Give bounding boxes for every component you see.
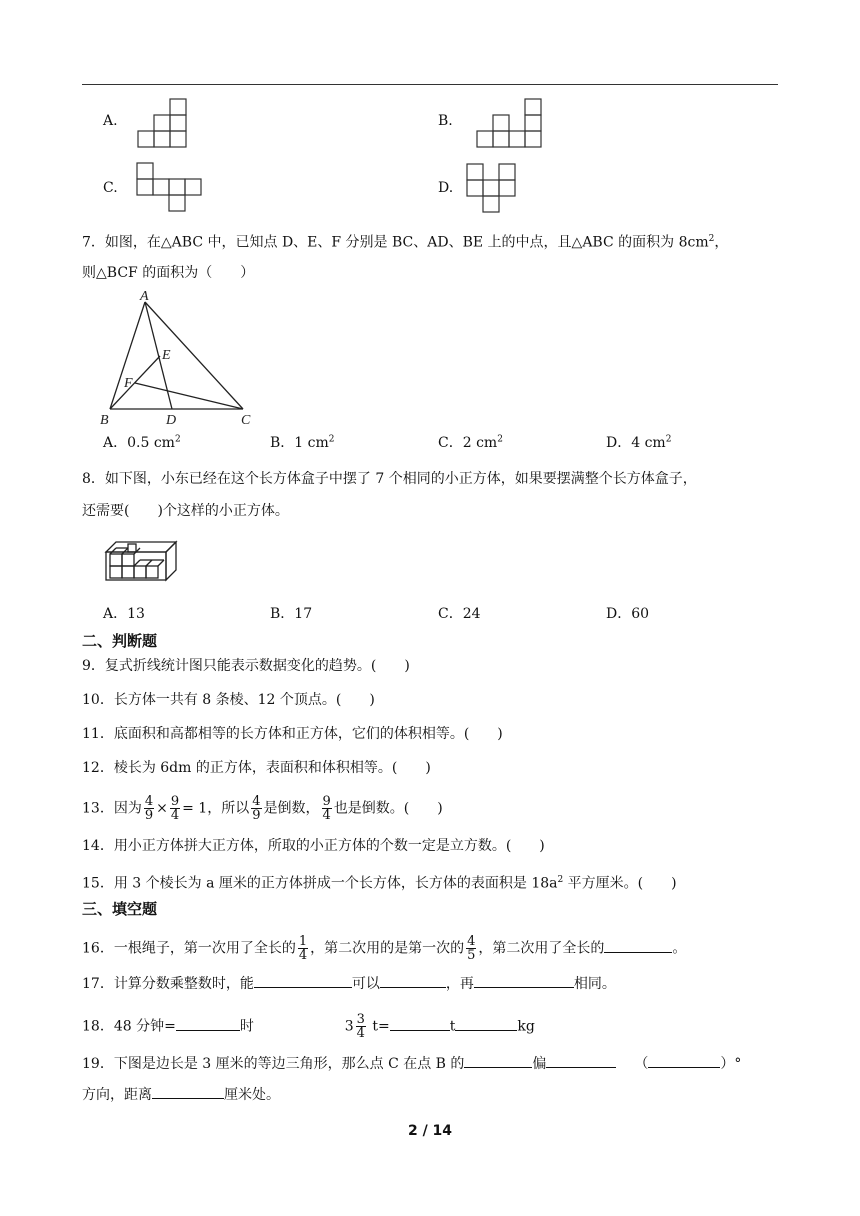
- answer-blank[interactable]: [604, 938, 672, 953]
- q7-option-c: C．2 $cm^2$: [438, 434, 503, 451]
- q7-triangle-figure: [98, 288, 258, 428]
- answer-blank[interactable]: [474, 973, 574, 988]
- section-3-heading: 三、填空题: [82, 900, 158, 918]
- answer-blank[interactable]: [176, 1016, 240, 1031]
- q7-option-d: D．4 $cm^2$: [606, 434, 672, 451]
- q8-option-b: B．17: [270, 606, 313, 622]
- label-d: D: [166, 413, 177, 428]
- answer-blank[interactable]: [390, 1016, 450, 1031]
- q6-option-b: B.: [438, 113, 453, 129]
- q6-option-c: C.: [103, 180, 118, 196]
- q7-line1: [82, 229, 728, 253]
- q7-option-a: A．0.5 $cm^2$: [103, 434, 181, 451]
- answer-blank[interactable]: [152, 1084, 224, 1099]
- question-9: 9．复式折线统计图只能表示数据变化的趋势。( ): [82, 658, 410, 674]
- fraction-9-4: $\frac{9}{4}$: [170, 794, 180, 823]
- q6-net-a-figure: [138, 99, 188, 147]
- fraction-4-9b: $\frac{4}{9}$: [252, 794, 261, 823]
- header-rule: [82, 84, 778, 85]
- question-16: 16．一根绳子，第一次用了全长的 $\frac{1}{4}$ ，第二次用的是第一次的 $\frac{4}{5}$ ，第二次用了全长的 。: [82, 934, 687, 963]
- question-19-line1: 19．下图是边长是 3 厘米的等边三角形，那么点 C 在点 B 的 偏 （ ）°: [82, 1053, 741, 1074]
- q6-option-a: A.: [103, 113, 118, 129]
- fraction-4-5: $\frac{4}{5}$: [467, 934, 476, 963]
- label-c: C: [241, 413, 251, 428]
- question-18: 18．48 分钟= 时 3 $\frac{3}{4}$ t= t kg: [82, 1012, 535, 1041]
- q7-text: 7．如图，在△ABC 中，已知点 D、E、F 分别是 BC、AD、BE 上的中点，且△ABC 的面积为 8cm: [82, 234, 709, 251]
- question-14: 14．用小正方体拼大正方体，所取的小正方体的个数一定是立方数。( ): [82, 838, 545, 854]
- answer-blank[interactable]: [648, 1053, 720, 1068]
- fraction-9-4b: $\frac{9}{4}$: [322, 794, 331, 823]
- label-b: B: [100, 413, 109, 428]
- q8-line2: 还需要( )个这样的小正方体。: [82, 503, 289, 519]
- page-number: 2 / 14: [407, 1123, 453, 1139]
- label-f: F: [124, 376, 133, 391]
- q7-comma: ，: [714, 234, 729, 251]
- label-e: E: [162, 348, 171, 363]
- question-11: 11．底面积和高都相等的长方体和正方体，它们的体积相等。( ): [82, 726, 503, 742]
- q8-option-d: D．60: [606, 606, 650, 622]
- question-13: 13．因为 $\frac{4}{9}$ × $\frac{9}{4}$ = 1，所以 $\frac{4}{9}$ 是倒数， $\frac{9}{4}$ 也是倒数。( ): [82, 794, 443, 823]
- q8-option-c: C．24: [438, 606, 481, 622]
- q8-option-a: A．13: [103, 606, 145, 622]
- q8-line1: 8．如下图，小东已经在这个长方体盒子中摆了 7 个相同的小正方体，如果要摆满整个长方体盒子，: [82, 471, 697, 487]
- question-19-line2: 方向，距离 厘米处。: [82, 1084, 280, 1105]
- q7-option-b: B．1 $cm^2$: [270, 434, 335, 451]
- q6-option-d: D.: [438, 180, 454, 196]
- answer-blank[interactable]: [254, 973, 352, 988]
- answer-blank[interactable]: [455, 1016, 517, 1031]
- question-17: 17．计算分数乘整数时，能 可以 ，再 相同。: [82, 973, 616, 994]
- question-12: 12．棱长为 6dm 的正方体，表面积和体积相等。( ): [82, 760, 431, 776]
- answer-blank[interactable]: [464, 1053, 532, 1068]
- answer-blank[interactable]: [380, 973, 446, 988]
- q8-box-figure: [104, 540, 180, 582]
- section-2-heading: 二、判断题: [82, 632, 158, 650]
- answer-blank[interactable]: [546, 1053, 616, 1068]
- q6-net-b-figure: [477, 99, 541, 147]
- label-a: A: [140, 289, 149, 304]
- q7-line2: 则△BCF 的面积为（ ）: [82, 265, 255, 281]
- q6-net-c-figure: [137, 163, 201, 211]
- fraction-4-9: $\frac{4}{9}$: [144, 794, 154, 823]
- question-10: 10．长方体一共有 8 条棱、12 个顶点。( ): [82, 692, 375, 708]
- fraction-3-4: $\frac{3}{4}$: [356, 1012, 365, 1041]
- q7-sup: 2: [708, 234, 715, 244]
- fraction-1-4: $\frac{1}{4}$: [298, 934, 308, 963]
- question-15: 15．用 3 个棱长为 a 厘米的正方体拼成一个长方体，长方体的表面积是 $18a^2$ 平方厘米。( ): [82, 875, 677, 892]
- q6-net-d-figure: [467, 164, 515, 212]
